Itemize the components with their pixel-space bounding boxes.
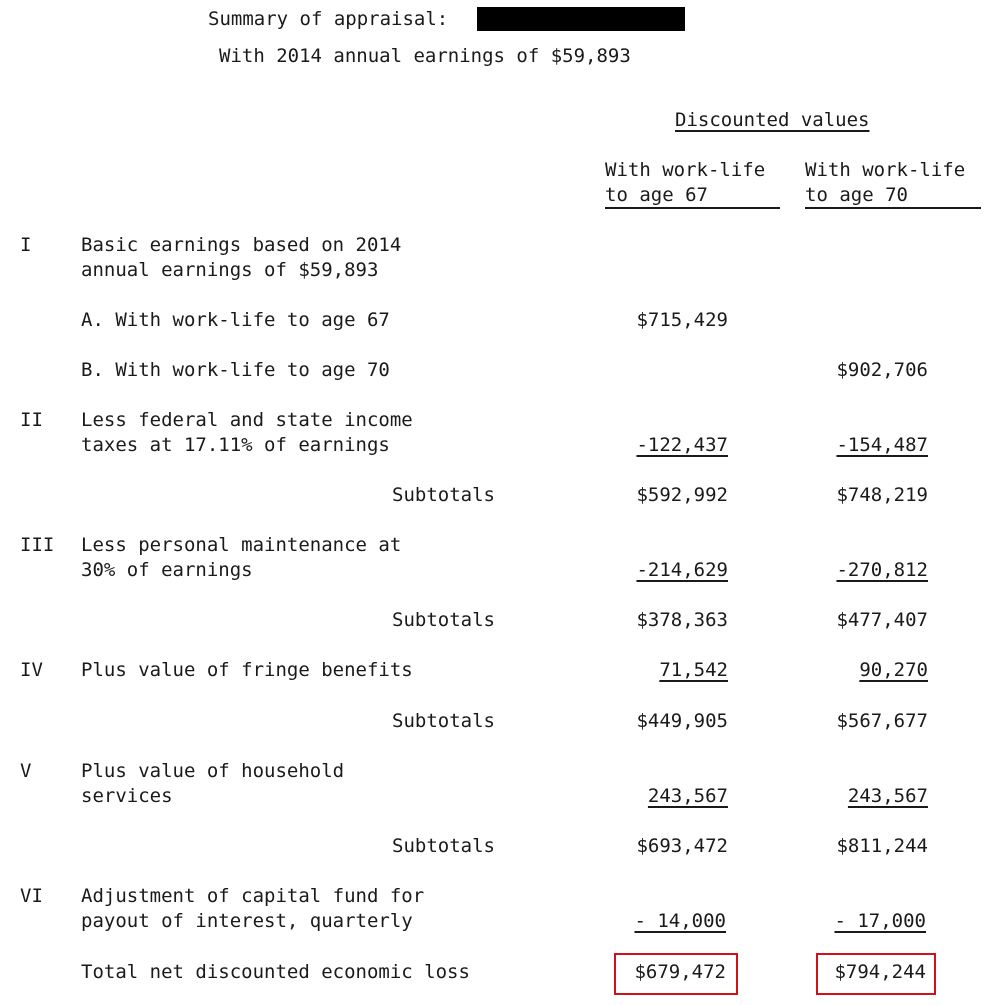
section-vi-col2-value: - 17,000 [834, 910, 926, 932]
section-label-line2: taxes at 17.11% of earnings [81, 434, 390, 456]
col2-heading-line1: With work-life [805, 159, 966, 181]
subtotals-label: Subtotals [392, 484, 495, 506]
section-label-line1: Less personal maintenance at [81, 534, 402, 556]
subtotal-col1-value: $693,472 [636, 835, 728, 857]
section-label-line2: annual earnings of $59,893 [81, 259, 379, 281]
total-label: Total net discounted economic loss [81, 961, 470, 983]
section-ii-col1-value: -122,437 [636, 434, 728, 456]
subtotals-label: Subtotals [392, 609, 495, 631]
section-i-a-value: $715,429 [636, 309, 728, 331]
section-iv-col1-value: 71,542 [659, 659, 728, 681]
section-v-col1-value: 243,567 [647, 785, 728, 807]
subtotal-col2-value: $811,244 [836, 835, 928, 857]
section-i-b-value: $902,706 [836, 359, 928, 381]
total-col2-value: $794,244 [834, 961, 926, 983]
discounted-values-heading: Discounted values [675, 109, 870, 131]
section-label-line2: services [81, 785, 173, 807]
redaction-bar [477, 7, 685, 31]
subtotals-label: Subtotals [392, 835, 495, 857]
section-numeral: II [20, 409, 43, 431]
section-numeral: III [20, 534, 55, 556]
total-col1-value: $679,472 [634, 961, 726, 983]
subtotal-col2-value: $567,677 [836, 710, 928, 732]
section-label-line2: payout of interest, quarterly [81, 910, 413, 932]
col2-heading-rule [805, 207, 981, 209]
subtotals-label: Subtotals [392, 710, 495, 732]
summary-label: Summary of appraisal: [208, 8, 449, 30]
section-vi-col1-value: - 14,000 [634, 910, 726, 932]
section-label-line1: Plus value of fringe benefits [81, 659, 413, 681]
section-iii-col1-value: -214,629 [636, 559, 728, 581]
section-label-line1: Adjustment of capital fund for [81, 885, 425, 907]
subtotal-col2-value: $477,407 [836, 609, 928, 631]
section-numeral: V [20, 760, 32, 782]
col2-heading-line2: to age 70 [805, 184, 908, 206]
col1-heading-rule [605, 207, 780, 209]
section-iii-col2-value: -270,812 [836, 559, 928, 581]
section-numeral: VI [20, 885, 43, 907]
section-numeral: I [20, 234, 32, 256]
subtotal-col1-value: $592,992 [636, 484, 728, 506]
col1-heading-line1: With work-life [605, 159, 766, 181]
section-numeral: IV [20, 659, 43, 681]
section-label-line1: Plus value of household [81, 760, 345, 782]
section-i-b-label: B. With work-life to age 70 [81, 359, 390, 381]
section-i-a-label: A. With work-life to age 67 [81, 309, 390, 331]
subtotal-col1-value: $378,363 [636, 609, 728, 631]
subtotal-col1-value: $449,905 [636, 710, 728, 732]
section-label-line1: Basic earnings based on 2014 [81, 234, 402, 256]
section-label-line2: 30% of earnings [81, 559, 253, 581]
section-iv-col2-value: 90,270 [859, 659, 928, 681]
section-v-col2-value: 243,567 [847, 785, 928, 807]
subtotal-col2-value: $748,219 [836, 484, 928, 506]
section-label-line1: Less federal and state income [81, 409, 413, 431]
section-ii-col2-value: -154,487 [836, 434, 928, 456]
col1-heading-line2: to age 67 [605, 184, 708, 206]
earnings-line: With 2014 annual earnings of $59,893 [219, 45, 631, 67]
